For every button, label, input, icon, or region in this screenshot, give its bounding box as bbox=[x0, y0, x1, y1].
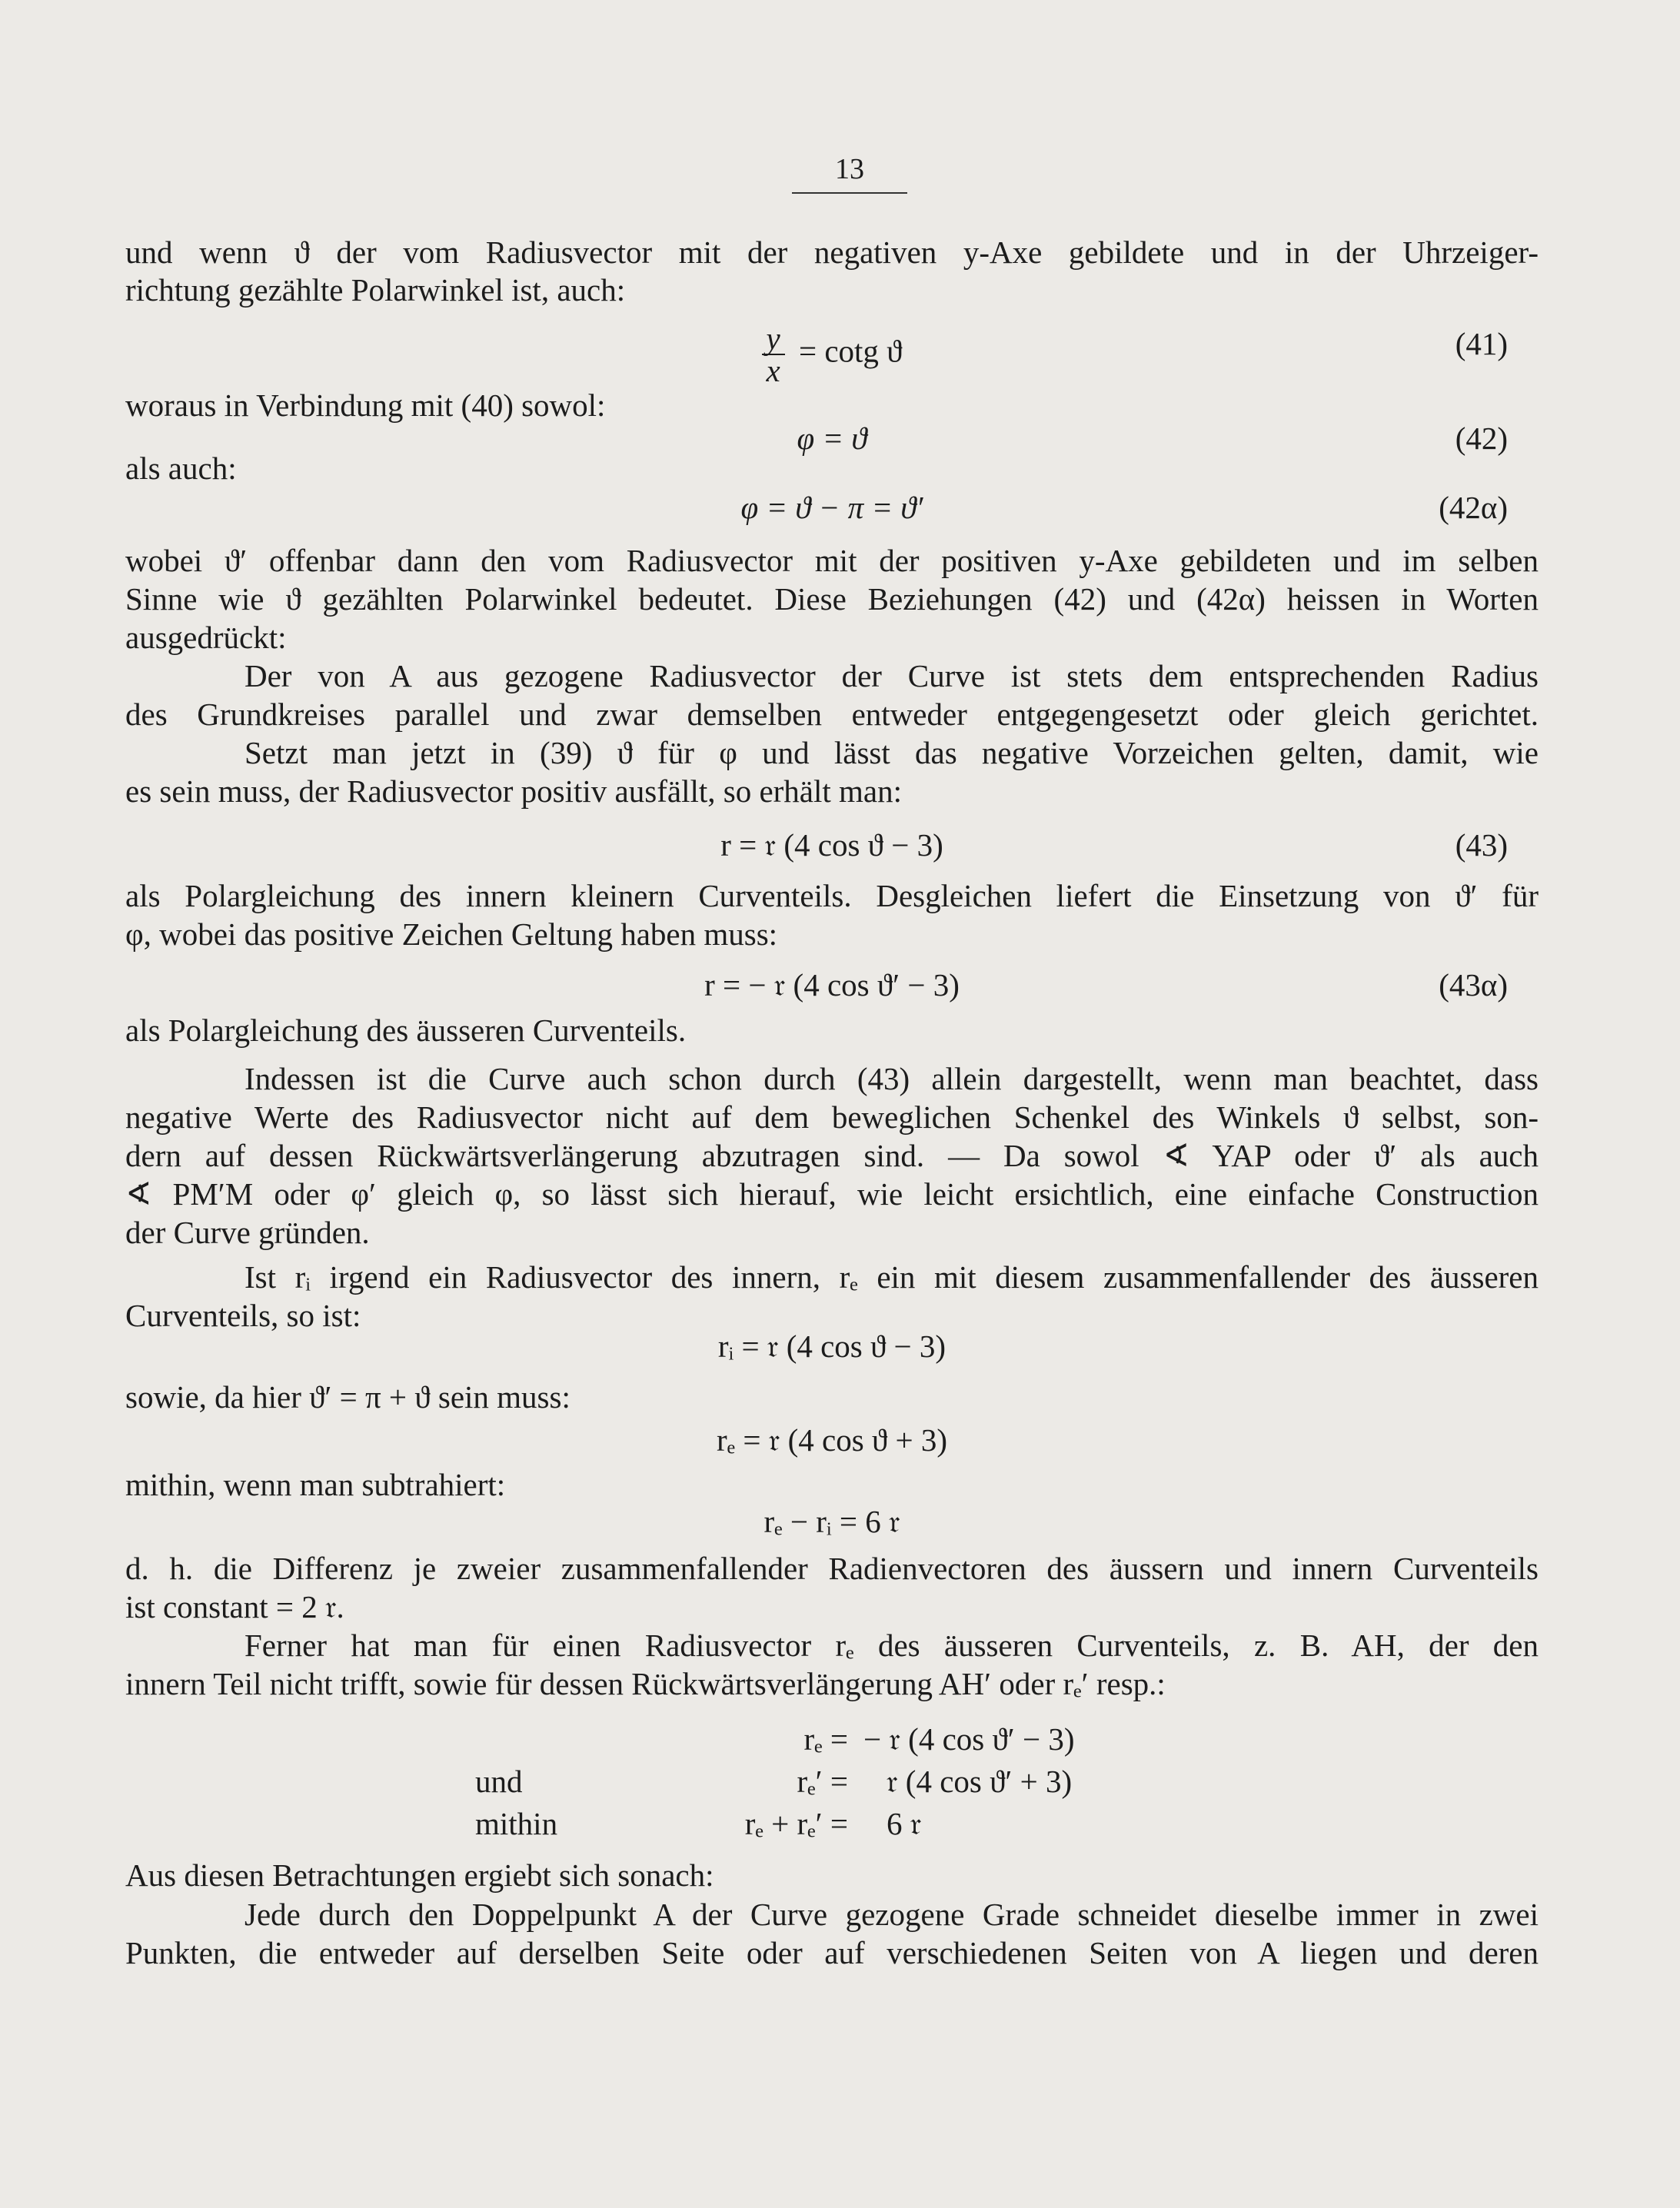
text-line: Der von A aus gezogene Radiusvector der Curve ist stets dem entsprechenden Radius bbox=[245, 658, 1539, 693]
text-line: ∢ PM′M oder φ′ gleich φ, so lässt sich hierauf, wie leicht ersichtlich, eine einfache Construction bbox=[125, 1176, 1539, 1212]
text-line: φ, wobei das positive Zeichen Geltung haben muss: bbox=[125, 916, 778, 952]
equation-re bbox=[125, 1419, 1539, 1461]
text-line: sowie, da hier ϑ′ = π + ϑ sein muss: bbox=[125, 1379, 571, 1415]
equation-rhs: 𝔯 (4 cos ϑ′ + 3) bbox=[887, 1764, 1073, 1799]
text-line: des Grundkreises parallel und zwar demselben entweder entgegengesetzt oder gleich gerichtet. bbox=[125, 697, 1539, 732]
text-line: mithin, wenn man subtrahiert: bbox=[125, 1467, 506, 1502]
text-line: woraus in Verbindung mit (40) sowol: bbox=[125, 387, 606, 423]
equation-body: r = 𝔯 (4 cos ϑ − 3) bbox=[720, 827, 943, 863]
text-line: d. h. die Differenz je zweier zusammenfallender Radienvectoren des äussern und innern Curventeils bbox=[125, 1551, 1539, 1586]
equation-tag: (42) bbox=[1455, 421, 1508, 456]
text-line: es sein muss, der Radiusvector positiv ausfällt, so erhält man: bbox=[125, 773, 903, 809]
equation-prefix: mithin bbox=[475, 1806, 558, 1841]
equation-43a bbox=[125, 964, 1539, 1006]
equation-body: r = − 𝔯 (4 cos ϑ′ − 3) bbox=[704, 967, 960, 1003]
equation-prefix: und bbox=[475, 1764, 523, 1799]
text-line: als Polargleichung des innern kleinern Curventeils. Desgleichen liefert die Einsetzung von ϑ′ für bbox=[125, 878, 1539, 913]
text-line: wobei ϑ′ offenbar dann den vom Radiusvector mit der positiven y-Axe gebildeten und im selben bbox=[125, 543, 1539, 578]
text-line: Setzt man jetzt in (39) ϑ für φ und lässt das negative Vorzeichen gelten, damit, wie bbox=[245, 735, 1539, 770]
equation-lhs: rₑ′ = bbox=[797, 1764, 848, 1799]
text-line: Sinne wie ϑ gezählten Polarwinkel bedeutet. Diese Beziehungen (42) und (42α) heissen in Worten bbox=[125, 581, 1539, 617]
text-line: negative Werte des Radiusvector nicht auf dem beweglichen Schenkel des Winkels ϑ selbst, son- bbox=[125, 1099, 1539, 1135]
equation-re-prime bbox=[125, 1761, 1539, 1802]
equation-rhs: 6 𝔯 bbox=[887, 1806, 922, 1841]
page-number: 13 bbox=[792, 152, 907, 194]
equation-re-negative bbox=[125, 1718, 1539, 1760]
text-line: Aus diesen Betrachtungen ergiebt sich sonach: bbox=[125, 1857, 714, 1893]
text-line: Ferner hat man für einen Radiusvector rₑ des äusseren Curventeils, z. B. AH, der den bbox=[245, 1628, 1539, 1663]
text-line: ist constant = 2 𝔯. bbox=[125, 1589, 344, 1624]
text-line: richtung gezählte Polarwinkel ist, auch: bbox=[125, 272, 626, 308]
fraction-numerator: y bbox=[762, 323, 785, 355]
equation-43 bbox=[125, 824, 1539, 866]
equation-42a bbox=[125, 487, 1539, 528]
equation-body: rₑ = 𝔯 (4 cos ϑ + 3) bbox=[717, 1422, 947, 1458]
equation-tag: (43α) bbox=[1439, 967, 1508, 1003]
equation-body: rₑ − rᵢ = 6 𝔯 bbox=[763, 1504, 900, 1539]
equation-tag: (42α) bbox=[1439, 490, 1508, 525]
text-line: als Polargleichung des äusseren Curventeils. bbox=[125, 1013, 687, 1048]
equation-rhs: = cotg ϑ bbox=[798, 333, 903, 369]
equation-rhs: − 𝔯 (4 cos ϑ′ − 3) bbox=[863, 1721, 1075, 1757]
text-line: als auch: bbox=[125, 451, 237, 486]
fraction bbox=[762, 323, 785, 386]
text-line: Indessen ist die Curve auch schon durch (43) allein dargestellt, wenn man beachtet, dass bbox=[245, 1061, 1539, 1096]
equation-tag: (41) bbox=[1455, 326, 1508, 361]
equation-body: rᵢ = 𝔯 (4 cos ϑ − 3) bbox=[717, 1328, 946, 1364]
equation-body: φ = ϑ − π = ϑ′ bbox=[740, 490, 923, 525]
equation-body: φ = ϑ bbox=[797, 421, 867, 456]
text-line: innern Teil nicht trifft, sowie für dessen Rückwärtsverlängerung AH′ oder rₑ′ resp.: bbox=[125, 1666, 1166, 1701]
text-line: ausgedrückt: bbox=[125, 620, 287, 655]
equation-ri bbox=[125, 1325, 1539, 1367]
text-line: Jede durch den Doppelpunkt A der Curve gezogene Grade schneidet dieselbe immer in zwei bbox=[245, 1897, 1539, 1932]
equation-lhs: rₑ + rₑ′ = bbox=[744, 1806, 848, 1841]
fraction-denominator: x bbox=[766, 353, 780, 388]
equation-lhs: rₑ = bbox=[803, 1721, 848, 1757]
text-line: dern auf dessen Rückwärtsverlängerung abzutragen sind. — Da sowol ∢ YAP oder ϑ′ als auch bbox=[125, 1138, 1539, 1173]
text-line: Ist rᵢ irgend ein Radiusvector des innern, rₑ ein mit diesem zusammenfallender des äusseren bbox=[245, 1259, 1539, 1295]
text-line: und wenn ϑ der vom Radiusvector mit der negativen y-Axe gebildete und in der Uhrzeiger- bbox=[125, 234, 1539, 270]
equation-tag: (43) bbox=[1455, 827, 1508, 863]
text-line: Curventeils, so ist: bbox=[125, 1298, 361, 1333]
text-line: Punkten, die entweder auf derselben Seite oder auf verschiedenen Seiten von A liegen und deren bbox=[125, 1935, 1539, 1970]
text-line: der Curve gründen. bbox=[125, 1215, 370, 1250]
equation-sum bbox=[125, 1803, 1539, 1844]
equation-difference bbox=[125, 1501, 1539, 1542]
equation-41 bbox=[125, 321, 1539, 388]
